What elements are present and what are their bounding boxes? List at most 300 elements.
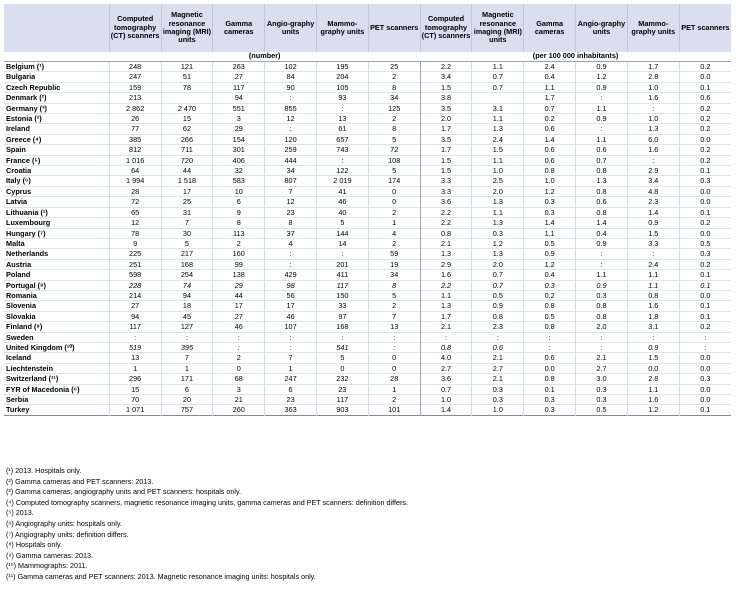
value-cell: 72 [368,145,420,155]
value-cell: 2.1 [472,374,524,384]
value-cell: 0.1 [679,82,731,92]
country-cell: Serbia [6,395,29,404]
value-cell: 0.0 [679,290,731,300]
value-cell: 125 [368,103,420,113]
value-cell: 94 [161,290,213,300]
header-ct-rate: Computed tomography (CT) scanners [420,4,472,52]
value-cell: 51 [161,72,213,82]
value-cell: 6 [161,384,213,394]
value-cell: 0.6 [472,342,524,352]
table-row [4,186,731,196]
value-cell: 13 [109,353,161,363]
value-cell: 7 [368,311,420,321]
footnote: (¹) 2013. Hospitals only. [6,466,82,475]
value-cell: 1.3 [472,249,524,259]
value-cell: 757 [161,405,213,415]
country-cell: Malta [6,238,25,248]
value-cell: 1.1 [524,228,576,238]
footnote: (⁸) Hospitals only. [6,540,63,550]
value-cell: 0.2 [679,218,731,228]
value-cell: 0.0 [679,384,731,394]
country-cell: Greece (⁴) [6,134,42,144]
value-cell: : [679,332,731,342]
value-cell: : [213,342,265,352]
value-cell: 232 [316,374,368,384]
value-cell: 97 [316,311,368,321]
value-cell: 108 [368,155,420,165]
value-cell: 2 470 [161,103,213,113]
table-row [4,82,731,92]
country-cell: Ireland [6,124,30,134]
value-cell: 0.8 [524,301,576,311]
value-cell: 2 [368,114,420,124]
value-cell: 1.1 [627,270,679,280]
value-cell: 0.3 [524,207,576,217]
value-cell: 0.3 [576,290,628,300]
value-cell: 0.0 [679,395,731,405]
value-cell: 519 [109,342,161,352]
table-row [4,301,731,311]
value-cell: 1.6 [420,270,472,280]
value-cell: 0.6 [576,197,628,207]
value-cell: 1.2 [472,238,524,248]
value-cell: : [524,342,576,352]
value-cell: 34 [265,166,317,176]
value-cell: 2.1 [420,322,472,332]
value-cell: 598 [109,270,161,280]
value-cell: 78 [109,228,161,238]
value-cell: 117 [109,322,161,332]
value-cell: 0.9 [524,249,576,259]
value-cell: 0 [316,363,368,373]
value-cell: 0.0 [679,186,731,196]
value-cell: 7 [161,218,213,228]
value-cell: 2.8 [627,374,679,384]
value-cell: 4.0 [420,353,472,363]
value-cell: 1.3 [472,124,524,134]
value-cell: : [576,332,628,342]
value-cell: 903 [316,405,368,415]
country-cell: Poland [6,270,31,280]
value-cell: 78 [161,82,213,92]
value-cell: 5 [316,353,368,363]
value-cell: 0.2 [679,259,731,269]
table-row [4,405,731,415]
table-row [4,166,731,176]
value-cell: 12 [109,218,161,228]
value-cell: 28 [109,186,161,196]
value-cell: 1 [265,363,317,373]
value-cell: 1.0 [627,114,679,124]
value-cell: 171 [161,374,213,384]
value-cell: 657 [316,134,368,144]
value-cell: 23 [316,384,368,394]
value-cell: 0.6 [576,145,628,155]
value-cell: 102 [265,62,317,72]
country-cell: Netherlands [6,249,49,259]
country-cell: Luxembourg [6,218,51,228]
value-cell: 5 [316,218,368,228]
value-cell: 46 [316,197,368,207]
value-cell: 201 [316,259,368,269]
units-row [4,52,731,62]
value-cell: 263 [213,62,265,72]
value-cell: 30 [161,228,213,238]
value-cell: 9 [109,238,161,248]
value-cell: : [265,332,317,342]
value-cell: 68 [213,374,265,384]
value-cell: 0 [368,363,420,373]
value-cell: 1.2 [627,405,679,415]
value-cell: 0.3 [679,249,731,259]
value-cell: 406 [213,155,265,165]
value-cell: 0.3 [679,374,731,384]
value-cell: 1.1 [420,290,472,300]
value-cell: 2.4 [627,259,679,269]
value-cell: 0.2 [679,145,731,155]
value-cell: 90 [265,82,317,92]
value-cell: 1.3 [472,218,524,228]
value-cell: 1.1 [576,134,628,144]
value-cell: 0.9 [576,238,628,248]
value-cell: 0.2 [679,62,731,72]
value-cell: 18 [161,301,213,311]
value-cell: 77 [109,124,161,134]
value-cell: : [679,342,731,352]
value-cell: 0.1 [679,166,731,176]
country-cell: Cyprus [6,186,32,196]
value-cell: 0 [368,353,420,363]
value-cell: 107 [265,322,317,332]
value-cell: 0.2 [524,290,576,300]
value-cell: 17 [161,186,213,196]
value-cell: 59 [368,249,420,259]
value-cell: : [265,259,317,269]
header-pet-number: PET scanners [368,4,420,52]
value-cell: 0.9 [472,301,524,311]
country-cell: Portugal (⁸) [6,280,46,290]
value-cell: 1.1 [576,270,628,280]
value-cell: : [576,93,628,103]
value-cell: 121 [161,62,213,72]
country-cell: United Kingdom (¹⁰) [6,342,75,352]
header-gamma-number: Gamma cameras [213,4,265,52]
value-cell: 812 [109,145,161,155]
value-cell: 45 [161,311,213,321]
value-cell: 0 [368,197,420,207]
value-cell: 46 [213,322,265,332]
value-cell: 0.8 [576,301,628,311]
value-cell: 2.0 [420,114,472,124]
value-cell: 1 518 [161,176,213,186]
value-cell: 1 [109,363,161,373]
country-cell: Estonia (²) [6,114,42,124]
value-cell: 159 [109,82,161,92]
footnote: (³) Gamma cameras, angiography units and PET scanners: hospitals only. [6,487,242,497]
value-cell: : [316,332,368,342]
value-cell: : [472,332,524,342]
value-cell: 3.8 [420,93,472,103]
value-cell: 1.6 [627,93,679,103]
value-cell: 260 [213,405,265,415]
table-row [4,342,731,352]
value-cell: 0.8 [627,290,679,300]
value-cell: 17 [213,301,265,311]
value-cell: 29 [213,280,265,290]
value-cell: 62 [161,124,213,134]
value-cell: 98 [265,280,317,290]
value-cell: 23 [265,395,317,405]
value-cell: 0.1 [679,301,731,311]
country-cell: Romania [6,290,37,300]
value-cell: 1.1 [472,155,524,165]
value-cell: 13 [368,322,420,332]
value-cell: 0.2 [679,114,731,124]
value-cell: 2 862 [109,103,161,113]
value-cell: 1 [368,218,420,228]
header-mri-number: Magnetic resonance imaging (MRI) units [161,4,213,52]
country-cell: Sweden [6,332,34,342]
value-cell: : [368,332,420,342]
value-cell: 1.1 [472,62,524,72]
value-cell: 395 [161,342,213,352]
footnote: (¹¹) Gamma cameras and PET scanners: 2013. Magnetic resonance imaging units: hospitals only. [6,571,316,581]
value-cell: 217 [161,249,213,259]
value-cell: 2.1 [576,353,628,363]
table-row [4,218,731,228]
value-cell: 541 [316,342,368,352]
value-cell: 1.3 [420,249,472,259]
value-cell: 2.8 [627,72,679,82]
value-cell: 2 [368,301,420,311]
value-cell: 0.8 [524,322,576,332]
value-cell: 1.3 [576,176,628,186]
value-cell: 0.9 [627,218,679,228]
value-cell: 301 [213,145,265,155]
value-cell: 0.7 [524,103,576,113]
value-cell: 1.7 [420,145,472,155]
footnote: (⁴) Computed tomography scanners, magnetic resonance imaging units, gamma cameras and PET scanners: definition differs. [6,497,408,507]
value-cell: 251 [109,259,161,269]
value-cell: 0.3 [524,395,576,405]
value-cell: 4 [368,228,420,238]
value-cell: 0.6 [679,93,731,103]
value-cell: 5 [161,238,213,248]
value-cell: 117 [316,280,368,290]
value-cell: 72 [109,197,161,207]
footnote: (⁹) Gamma cameras: 2013. [6,550,93,560]
value-cell: 3.3 [420,176,472,186]
value-cell: 248 [109,62,161,72]
value-cell: 228 [109,280,161,290]
footnotes [6,466,408,583]
table-row [4,395,731,405]
units-corner [4,52,109,62]
value-cell: 101 [368,405,420,415]
country-cell: Belgium (¹) [6,62,45,71]
value-cell: 1.7 [420,311,472,321]
value-cell: 2.7 [472,363,524,373]
value-cell: 0.9 [627,342,679,352]
table-row [4,259,731,269]
value-cell: 0.3 [524,197,576,207]
value-cell: 0.5 [524,238,576,248]
value-cell: 429 [265,270,317,280]
country-cell: Lithuania (¹) [6,207,48,217]
table-row [4,72,731,82]
value-cell: 0.8 [576,166,628,176]
value-cell: 33 [316,301,368,311]
value-cell: 105 [316,82,368,92]
value-cell: 0.7 [472,280,524,290]
value-cell: 1.8 [627,311,679,321]
value-cell: 2.9 [627,166,679,176]
table-row [4,238,731,248]
table-row [4,93,731,103]
table-row [4,134,731,144]
value-cell: 7 [161,353,213,363]
footnote: (⁶) Angiography units: hospitals only. [6,518,122,528]
value-cell: 12 [265,114,317,124]
value-cell: 0.2 [679,103,731,113]
value-cell: 0.1 [679,405,731,415]
table-row [4,103,731,113]
value-cell: 23 [265,207,317,217]
value-cell: 25 [368,62,420,72]
country-cell: Latvia [6,197,28,207]
value-cell: 7 [265,186,317,196]
value-cell: 2.2 [420,207,472,217]
value-cell: 0.6 [524,145,576,155]
value-cell: 444 [265,155,317,165]
value-cell: : [368,342,420,352]
value-cell: 3.3 [627,238,679,248]
value-cell: 5 [368,290,420,300]
value-cell: 1.1 [627,280,679,290]
value-cell: 0.3 [472,384,524,394]
value-cell: 1 071 [109,405,161,415]
value-cell: 2.7 [420,363,472,373]
value-cell: 0.1 [679,311,731,321]
value-cell: 0.8 [576,186,628,196]
table-row [4,280,731,290]
value-cell: 29 [213,124,265,134]
value-cell: 99 [213,259,265,269]
value-cell: : [265,249,317,259]
value-cell: 2 019 [316,176,368,186]
value-cell: 3.1 [627,322,679,332]
value-cell: 0.6 [524,124,576,134]
value-cell: 2.7 [576,363,628,373]
value-cell: 0.1 [524,384,576,394]
country-cell: Liechtenstein [6,363,54,373]
value-cell: : [627,103,679,113]
value-cell: 144 [316,228,368,238]
value-cell: 1.4 [627,207,679,217]
value-cell: 138 [213,270,265,280]
country-cell: FYR of Macedonia (⁶) [6,384,80,394]
value-cell: 26 [109,114,161,124]
country-cell: Italy (⁶) [6,176,31,186]
value-cell: 2.4 [472,134,524,144]
value-cell: 1.1 [524,82,576,92]
value-cell: 743 [316,145,368,155]
value-cell: : [316,249,368,259]
table-row [4,270,731,280]
header-mammo-rate: Mammo-graphy units [627,4,679,52]
table-row [4,145,731,155]
header-angio-rate: Angio-graphy units [576,4,628,52]
value-cell: 8 [213,218,265,228]
value-cell: 0.3 [524,405,576,415]
value-cell: 247 [265,374,317,384]
value-cell: 0.8 [576,311,628,321]
value-cell: 3 [213,114,265,124]
value-cell: 37 [265,228,317,238]
value-cell: 0.1 [679,270,731,280]
value-cell: 1.3 [420,301,472,311]
value-cell: 0.9 [576,62,628,72]
value-cell: 6.0 [627,134,679,144]
table-row [4,290,731,300]
value-cell: 1.7 [524,93,576,103]
table-row [4,322,731,332]
value-cell: 855 [265,103,317,113]
value-cell: 3.4 [627,176,679,186]
value-cell: : [524,332,576,342]
value-cell: 3 [213,384,265,394]
table-row [4,155,731,165]
value-cell: 0.0 [679,363,731,373]
value-cell: 0.0 [679,353,731,363]
value-cell: 27 [213,72,265,82]
value-cell: 154 [213,134,265,144]
value-cell: 385 [109,134,161,144]
country-cell: Spain [6,145,26,155]
value-cell: : [627,332,679,342]
country-cell: Czech Republic [6,82,61,92]
value-cell: 2.3 [472,322,524,332]
value-cell: 32 [213,166,265,176]
unit-rate-label: (per 100 000 inhabitants) [420,52,731,62]
value-cell: 0.5 [576,405,628,415]
value-cell: 225 [109,249,161,259]
value-cell: 1.1 [472,207,524,217]
value-cell: 9 [213,207,265,217]
country-cell: Austria [6,259,32,269]
value-cell: 3.4 [420,72,472,82]
value-cell: 1.3 [627,124,679,134]
value-cell: 12 [265,197,317,207]
value-cell: 74 [161,280,213,290]
value-cell: 0.8 [420,228,472,238]
value-cell: : [316,155,368,165]
value-cell: : [316,103,368,113]
value-cell: 25 [161,197,213,207]
value-cell: : [109,332,161,342]
value-cell: 204 [316,72,368,82]
country-cell: Hungary (⁷) [6,228,46,238]
value-cell: 1.0 [472,405,524,415]
value-cell: 0.7 [472,82,524,92]
value-cell: 8 [265,218,317,228]
table-row [4,124,731,134]
value-cell: 195 [316,62,368,72]
value-cell: 2 [368,72,420,82]
value-cell: : [576,342,628,352]
country-cell: Slovenia [6,301,37,311]
value-cell: 15 [161,114,213,124]
